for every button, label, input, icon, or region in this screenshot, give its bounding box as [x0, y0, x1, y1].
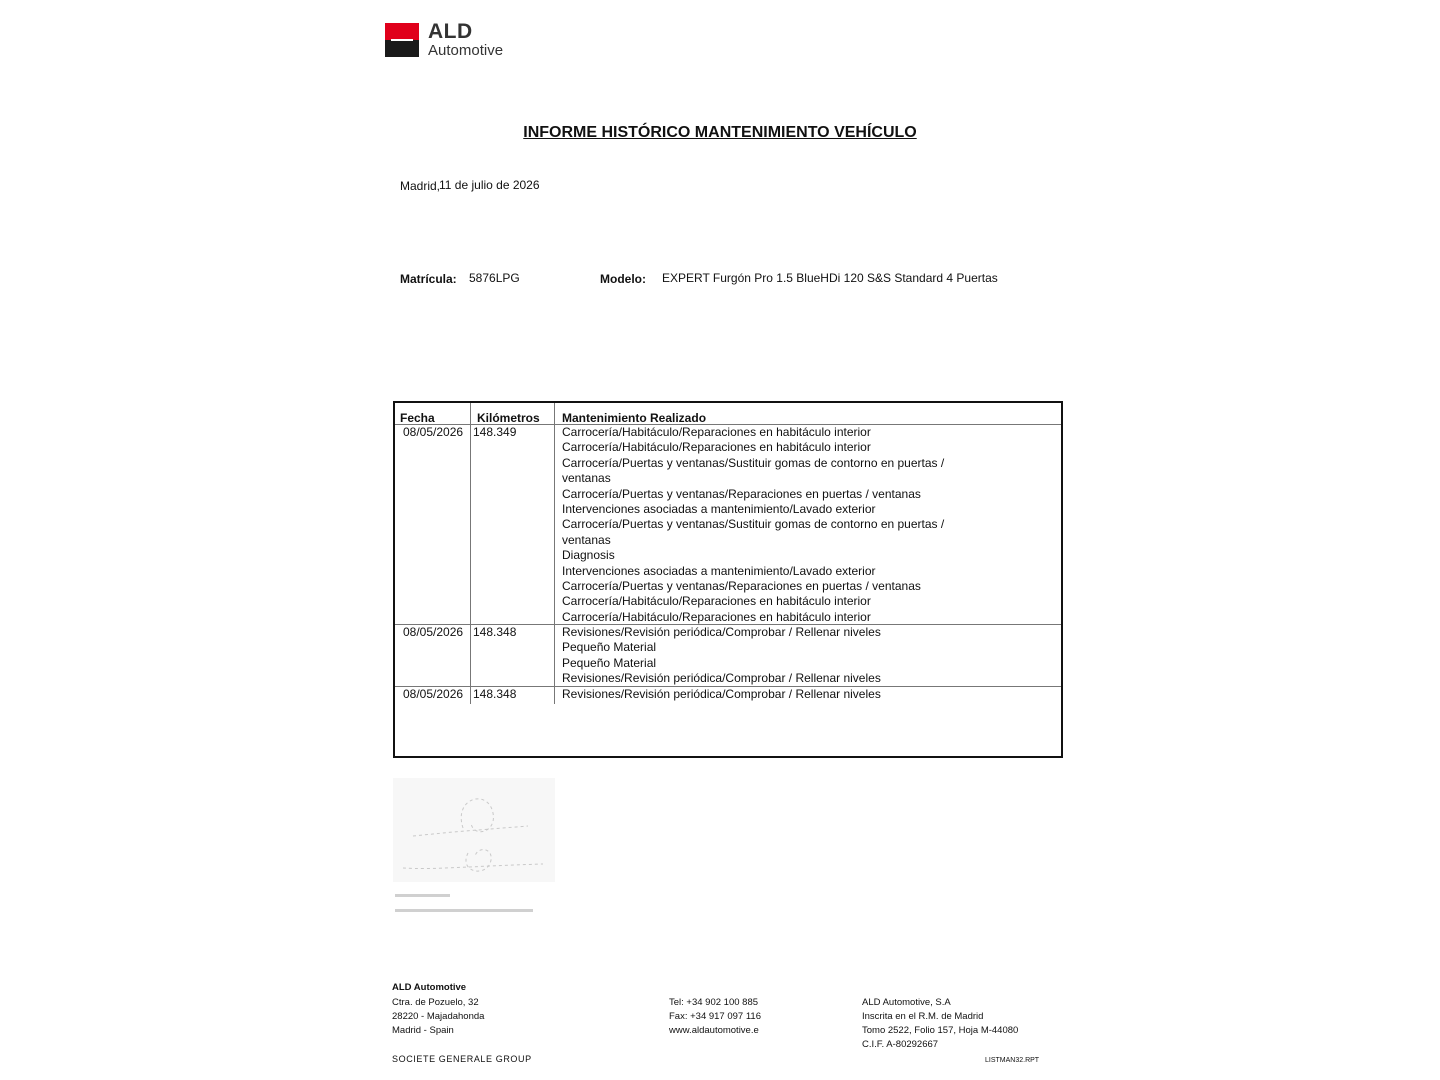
address-line: 28220 - Majadahonda [392, 1011, 485, 1022]
footer-legal [862, 996, 1018, 1052]
row-1-date: 08/05/2026 [403, 425, 464, 439]
column-divider [470, 403, 471, 704]
legal-line: C.I.F. A-80292667 [862, 1039, 939, 1050]
plate-label: Matrícula: [400, 272, 457, 286]
address-line: Madrid - Spain [392, 1025, 454, 1036]
maintenance-table [393, 401, 1063, 758]
task-item: Carrocería/Habitáculo/Reparaciones en habitáculo interior [562, 594, 871, 609]
plate-value: 5876LPG [469, 271, 520, 285]
header-kilometros: Kilómetros [477, 411, 540, 425]
footer-address [392, 996, 484, 1038]
footer-company: ALD Automotive [392, 982, 467, 993]
row-2-km: 148.348 [473, 625, 517, 639]
legal-line: Tomo 2522, Folio 157, Hoja M-44080 [862, 1025, 1019, 1036]
address-line: Ctra. de Pozuelo, 32 [392, 997, 479, 1008]
contact-line: Fax: +34 917 097 116 [669, 1011, 761, 1022]
date-city: Madrid, [400, 179, 441, 193]
date-value: 11 de julio de 2026 [439, 178, 540, 192]
task-item: Intervenciones asociadas a mantenimiento/Lavado exterior [562, 502, 876, 517]
contact-line: Tel: +34 902 100 885 [669, 997, 759, 1008]
signature-icon [393, 778, 555, 918]
row-1-km: 148.349 [473, 425, 517, 439]
report-title: INFORME HISTÓRICO MANTENIMIENTO VEHÍCULO [523, 124, 917, 141]
footer-group: SOCIETE GENERALE GROUP [392, 1054, 532, 1064]
column-divider [554, 403, 555, 704]
task-item: Revisiones/Revisión periódica/Comprobar / Rellenar niveles [562, 625, 881, 639]
row-2-date: 08/05/2026 [403, 625, 464, 639]
task-item: ventanas [562, 532, 611, 547]
task-item: Carrocería/Habitáculo/Reparaciones en habitáculo interior [562, 440, 871, 455]
row-3-tasks [562, 687, 881, 702]
model-value: EXPERT Furgón Pro 1.5 BlueHDi 120 S&S Standard 4 Puertas [662, 271, 998, 285]
signature-stamp [393, 778, 555, 918]
task-item: Carrocería/Habitáculo/Reparaciones en habitáculo interior [562, 425, 871, 439]
row-1-tasks [562, 425, 944, 625]
legal-line: Inscrita en el R.M. de Madrid [862, 1011, 984, 1022]
logo-text-ald: ALD [428, 20, 473, 43]
task-item: Carrocería/Puertas y ventanas/Sustituir gomas de contorno en puertas / [562, 517, 945, 532]
row-3-km: 148.348 [473, 687, 517, 701]
header-mantenimiento: Mantenimiento Realizado [562, 411, 707, 425]
task-item: Revisiones/Revisión periódica/Comprobar / Rellenar niveles [562, 671, 881, 686]
task-item: Diagnosis [562, 548, 615, 563]
row-2-tasks [562, 625, 881, 687]
task-item: Revisiones/Revisión periódica/Comprobar / Rellenar niveles [562, 687, 881, 701]
contact-line: www.aldautomotive.e [669, 1025, 759, 1036]
task-item: Intervenciones asociadas a mantenimiento/Lavado exterior [562, 563, 876, 578]
model-label: Modelo: [600, 272, 646, 286]
task-item: Pequeño Material [562, 655, 657, 670]
task-item: Pequeño Material [562, 640, 657, 655]
task-item: ventanas [562, 471, 611, 486]
report-code: LISTMAN32.RPT [985, 1057, 1040, 1064]
task-item: Carrocería/Habitáculo/Reparaciones en habitáculo interior [562, 609, 871, 624]
header-fecha: Fecha [400, 411, 435, 425]
footer-contact [669, 996, 761, 1038]
legal-line: ALD Automotive, S.A [862, 997, 951, 1008]
task-item: Carrocería/Puertas y ventanas/Reparaciones en puertas / ventanas [562, 579, 921, 594]
task-item: Carrocería/Puertas y ventanas/Reparaciones en puertas / ventanas [562, 486, 921, 501]
logo-text-automotive: Automotive [428, 42, 504, 59]
task-item: Carrocería/Puertas y ventanas/Sustituir gomas de contorno en puertas / [562, 455, 945, 470]
row-3-date: 08/05/2026 [403, 687, 464, 701]
ald-logo-mark [385, 23, 419, 57]
